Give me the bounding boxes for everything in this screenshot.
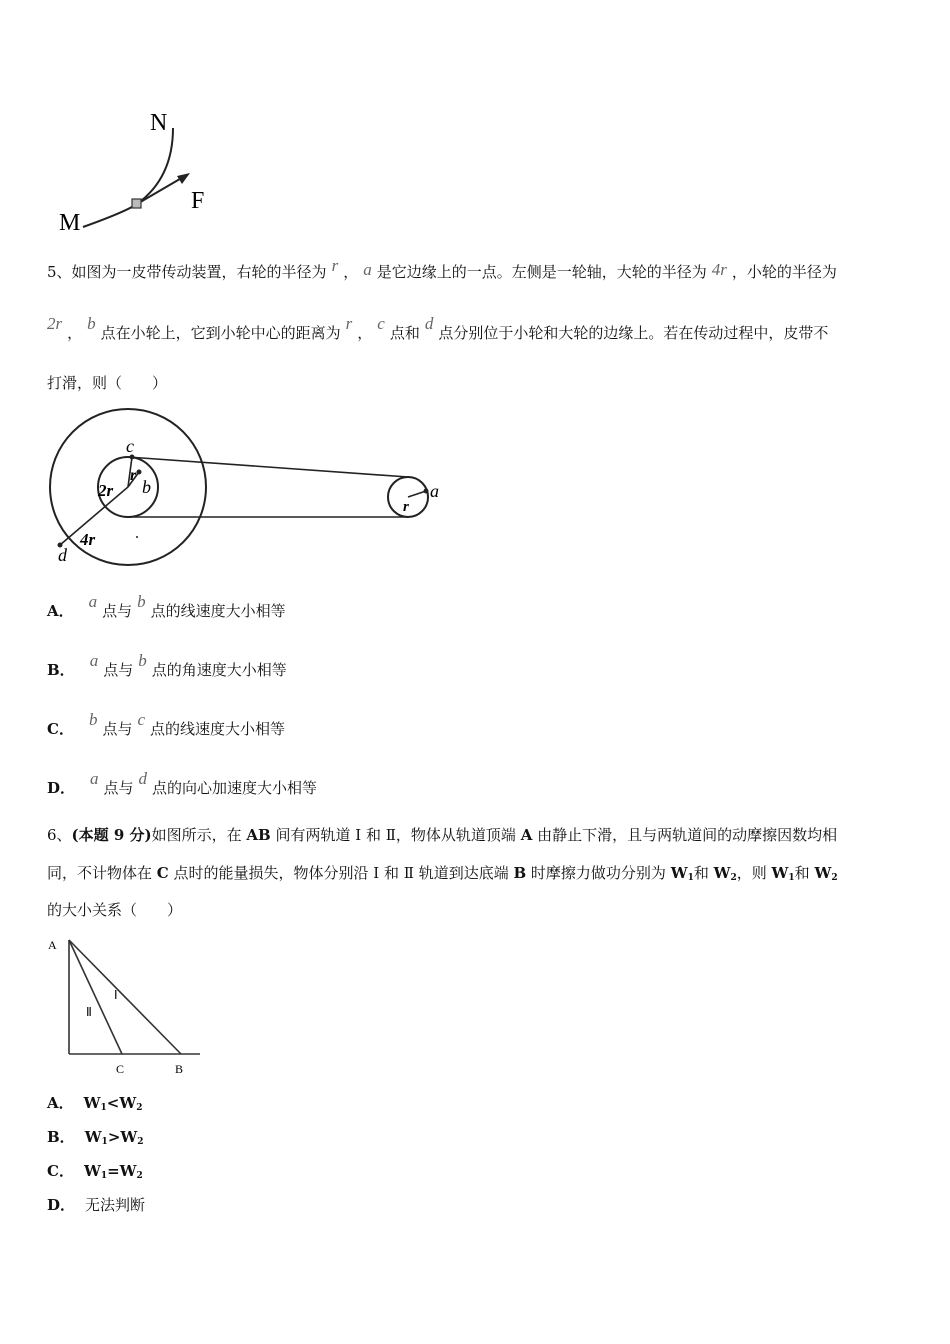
label-II: Ⅱ (86, 1005, 92, 1019)
trajectory-curve (83, 128, 173, 227)
radius-a (408, 491, 426, 497)
q6-line-3: 的大小关系（ ） (47, 901, 183, 919)
q5-line-2: 2r ， b 点在小轮上，它到小轮中心的距离为 r ， c 点和 d 点分别位于小轮和大轮的边缘上。若在传动过程中，皮带不 (47, 314, 829, 342)
object-block (132, 199, 141, 208)
q6-line-1: 6、(本题 9 分)如图所示，在 AB 间有两轨道 Ⅰ 和 Ⅱ，物体从轨道顶端 A 由静止下滑，且与两轨道间的动摩擦因数均相 (47, 826, 838, 844)
q6-option-c: C． $W_1=W_2$ (47, 1162, 143, 1181)
label-m: M (59, 210, 81, 236)
point-b (137, 470, 142, 475)
q5-line-3: 打滑，则（ ） (47, 374, 168, 392)
incline-figure (40, 932, 210, 1082)
q5-option-b: B． a 点与 b 点的角速度大小相等 (47, 651, 287, 679)
label-2r: 2r (98, 481, 114, 500)
q6-option-a: A． $W_1<W_2$ (47, 1094, 143, 1113)
belt-drive-figure (40, 400, 460, 570)
q6-line-2: 同，不计物体在 C 点时的能量损失，物体分别沿 Ⅰ 和 Ⅱ 轨道到达底端 B 时摩擦力做功分别为 $W_1$和 $W_2$，则 $W_1$和 $W_2$ (47, 864, 838, 883)
label-4r: 4r (80, 530, 96, 549)
belt-top (128, 457, 408, 477)
label-r: r (130, 467, 137, 484)
q5-line-1: 5、如图为一皮带传动装置，右轮的半径为 r ， a 是它边缘上的一点。左侧是一轮轴，大轮的半径为 4r ，小轮的半径为 (47, 256, 837, 281)
label-A: A (48, 938, 57, 952)
point-a (424, 489, 429, 494)
label-r-small: r (403, 499, 409, 515)
label-a: a (430, 481, 439, 501)
q6-option-b: B． $W_1>W_2$ (47, 1128, 144, 1147)
label-n: N (150, 110, 168, 136)
label-b: b (142, 477, 151, 497)
center-mark (136, 536, 138, 538)
label-f: F (191, 188, 205, 214)
label-B: B (175, 1062, 184, 1076)
label-d: d (58, 545, 67, 565)
force-arrowhead (177, 173, 190, 184)
curve-force-figure (55, 100, 225, 240)
label-I: Ⅰ (114, 988, 118, 1002)
track-i (69, 940, 181, 1054)
label-c: c (126, 436, 134, 456)
q6-option-d: D． 无法判断 (47, 1196, 146, 1214)
q5-option-c: C． b 点与 c 点的线速度大小相等 (47, 710, 286, 738)
label-C: C (116, 1062, 125, 1076)
q5-option-a: A． a 点与 b 点的线速度大小相等 (47, 592, 286, 620)
force-arrow-line (137, 176, 185, 204)
q5-option-d: D． a 点与 d 点的向心加速度大小相等 (47, 769, 318, 797)
